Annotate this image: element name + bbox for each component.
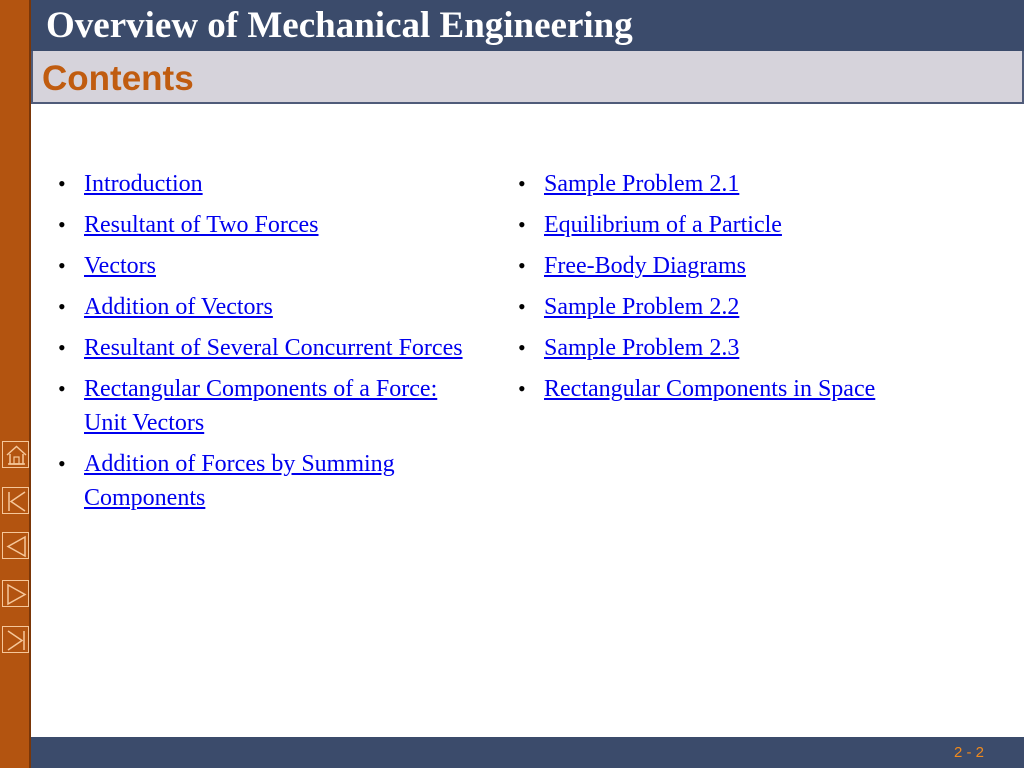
list-item [58, 447, 478, 515]
list-item [518, 249, 998, 283]
bullet: • [518, 335, 526, 360]
list-item [518, 167, 998, 201]
bullet: • [58, 171, 66, 196]
last-slide-button[interactable] [2, 626, 29, 653]
list-item [58, 249, 478, 283]
home-button[interactable] [2, 441, 29, 468]
bullet: • [58, 253, 66, 278]
toc-link-sample-problem-2-3[interactable]: Sample Problem 2.3 [544, 335, 740, 361]
home-icon [3, 442, 30, 469]
previous-slide-button[interactable] [2, 532, 29, 559]
list-item [58, 290, 478, 324]
bullet: • [518, 171, 526, 196]
bullet: • [58, 376, 66, 401]
toc-link-introduction[interactable]: Introduction [84, 171, 203, 197]
bullet: • [58, 451, 66, 476]
last-slide-icon [3, 627, 30, 654]
list-item [518, 290, 998, 324]
toc-link-rectangular-components-in-space[interactable]: Rectangular Components in Space [544, 376, 876, 402]
first-slide-icon [3, 488, 30, 515]
bullet: • [518, 253, 526, 278]
previous-slide-icon [3, 533, 30, 560]
toc-link-rectangular-components-unit-vectors[interactable]: Rectangular Components of a Force: Unit Vectors [84, 376, 438, 436]
list-item [58, 331, 478, 365]
bullet: • [518, 212, 526, 237]
bullet: • [58, 212, 66, 237]
toc-link-sample-problem-2-1[interactable]: Sample Problem 2.1 [544, 171, 740, 197]
bullet: • [518, 376, 526, 401]
toc-link-resultant-of-several-concurrent-forces[interactable]: Resultant of Several Concurrent Forces [84, 335, 463, 361]
toc-link-addition-of-forces-by-summing-components[interactable]: Addition of Forces by Summing Components [84, 451, 395, 511]
contents-list-left [58, 167, 478, 522]
slide-title: Overview of Mechanical Engineering [46, 5, 633, 46]
bullet: • [58, 335, 66, 360]
first-slide-button[interactable] [2, 487, 29, 514]
list-item [58, 167, 478, 201]
list-item [58, 208, 478, 242]
footer-bar [31, 737, 1024, 768]
toc-link-equilibrium-of-a-particle[interactable]: Equilibrium of a Particle [544, 212, 782, 238]
bullet: • [518, 294, 526, 319]
toc-link-resultant-of-two-forces[interactable]: Resultant of Two Forces [84, 212, 319, 238]
next-slide-button[interactable] [2, 580, 29, 607]
list-item [518, 208, 998, 242]
toc-link-sample-problem-2-2[interactable]: Sample Problem 2.2 [544, 294, 740, 320]
list-item [518, 331, 998, 365]
section-heading: Contents [42, 59, 194, 98]
bullet: • [58, 294, 66, 319]
toc-link-vectors[interactable]: Vectors [84, 253, 156, 279]
next-slide-icon [3, 581, 30, 608]
list-item [518, 372, 998, 406]
toc-link-free-body-diagrams[interactable]: Free-Body Diagrams [544, 253, 746, 279]
toc-link-addition-of-vectors[interactable]: Addition of Vectors [84, 294, 273, 320]
list-item [58, 372, 478, 440]
contents-list-right [518, 167, 998, 413]
page-number: 2 - 2 [953, 744, 984, 761]
